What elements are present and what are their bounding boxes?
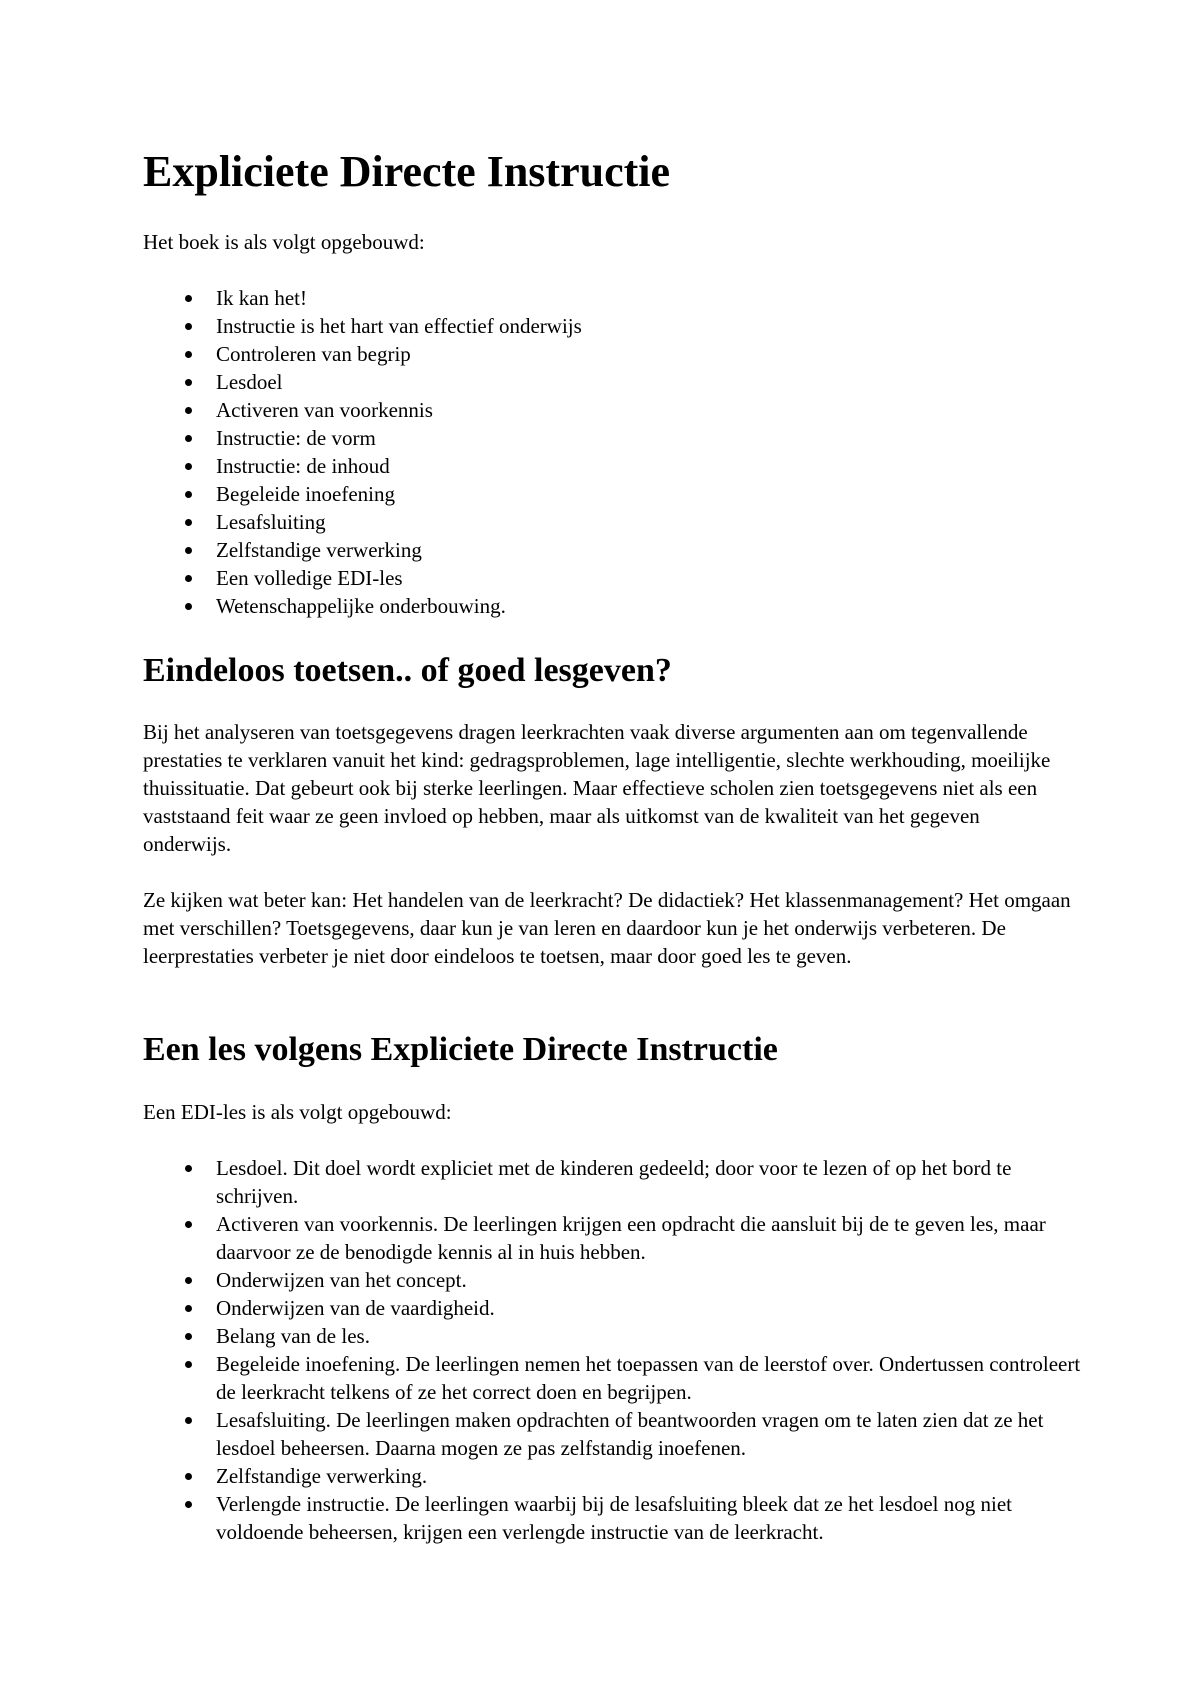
list-item-text: Zelfstandige verwerking. bbox=[216, 1464, 428, 1488]
bullet-icon bbox=[185, 1221, 192, 1228]
list-item-text: Onderwijzen van de vaardigheid. bbox=[216, 1296, 495, 1320]
list-item-text: Begeleide inoefening bbox=[216, 482, 396, 506]
list-item-text: Begeleide inoefening. De leerlingen nemen het toepassen van de leerstof over. Ondertussen controleert de leerkracht telkens of ze het correct doen en begrijpen. bbox=[216, 1352, 1081, 1404]
body-paragraph: Bij het analyseren van toetsgegevens dragen leerkrachten vaak diverse argumenten aan om tegenvallende prestaties te verklaren vanuit het kind: gedragsproblemen, lage intelligentie, slechte werkhouding, moeilijke thuissituatie. Dat gebeurt ook bij sterke leerlingen. Maar effectieve scholen zien toetsgegevens niet als een vaststaand feit waar ze geen invloed op hebben, maar als uitkomst van de kwaliteit van het gegeven onderwijs. bbox=[143, 720, 1051, 856]
list-item-text: Ik kan het! bbox=[216, 286, 307, 310]
list-item bbox=[216, 368, 1076, 396]
bullet-icon bbox=[185, 547, 192, 554]
list-item bbox=[216, 1462, 1086, 1490]
list-item bbox=[216, 1210, 1086, 1266]
list-item bbox=[216, 396, 1076, 424]
section-heading-eindeloos: Eindeloos toetsen.. of goed lesgeven? bbox=[143, 652, 672, 689]
edi-steps-list bbox=[143, 1154, 1086, 1546]
list-item-text: Activeren van voorkennis. De leerlingen krijgen een opdracht die aansluit bij de te geven les, maar daarvoor ze de benodigde kennis al in huis hebben. bbox=[216, 1212, 1046, 1264]
bullet-icon bbox=[185, 463, 192, 470]
bullet-icon bbox=[185, 1361, 192, 1368]
list-item bbox=[216, 424, 1076, 452]
list-item bbox=[216, 1294, 1086, 1322]
list-item-text: Lesafsluiting. De leerlingen maken opdrachten of beantwoorden vragen om te laten zien dat ze het lesdoel beheersen. Daarna mogen ze pas zelfstandig inoefenen. bbox=[216, 1408, 1044, 1460]
bullet-icon bbox=[185, 351, 192, 358]
page-title: Expliciete Directe Instructie bbox=[143, 147, 671, 196]
bullet-icon bbox=[185, 407, 192, 414]
list-item bbox=[216, 312, 1076, 340]
intro-paragraph: Het boek is als volgt opgebouwd: bbox=[143, 230, 425, 254]
bullet-icon bbox=[185, 323, 192, 330]
list-item-text: Wetenschappelijke onderbouwing. bbox=[216, 594, 506, 618]
bullet-icon bbox=[185, 519, 192, 526]
bullet-icon bbox=[185, 295, 192, 302]
bullet-icon bbox=[185, 1165, 192, 1172]
body-paragraph: Ze kijken wat beter kan: Het handelen van de leerkracht? De didactiek? Het klassenmanagement? Het omgaan met verschillen? Toetsgegevens, daar kun je van leren en daardoor kun je het onderwijs verbeteren. De leerprestaties verbeter je niet door eindeloos te toetsen, maar door goed les te geven. bbox=[143, 888, 1071, 968]
list-item bbox=[216, 340, 1076, 368]
list-item-text: Instructie: de inhoud bbox=[216, 454, 390, 478]
list-item-text: Instructie is het hart van effectief onderwijs bbox=[216, 314, 582, 338]
list-item bbox=[216, 480, 1076, 508]
list-item bbox=[216, 1350, 1086, 1406]
list-item-text: Lesafsluiting bbox=[216, 510, 326, 534]
bullet-icon bbox=[185, 1305, 192, 1312]
list-item-text: Lesdoel bbox=[216, 370, 283, 394]
list-item bbox=[216, 1490, 1086, 1546]
list-item-text: Verlengde instructie. De leerlingen waarbij bij de lesafsluiting bleek dat ze het lesdoel nog niet voldoende beheersen, krijgen een verlengde instructie van de leerkracht. bbox=[216, 1492, 1012, 1544]
list-item bbox=[216, 1266, 1086, 1294]
list-item bbox=[216, 452, 1076, 480]
list-item bbox=[216, 1154, 1086, 1210]
list-item-text: Een volledige EDI-les bbox=[216, 566, 403, 590]
bullet-icon bbox=[185, 575, 192, 582]
bullet-icon bbox=[185, 379, 192, 386]
bullet-icon bbox=[185, 1417, 192, 1424]
list-item-text: Controleren van begrip bbox=[216, 342, 411, 366]
list-item bbox=[216, 508, 1076, 536]
bullet-icon bbox=[185, 1333, 192, 1340]
section-intro-paragraph: Een EDI-les is als volgt opgebouwd: bbox=[143, 1100, 452, 1124]
section-heading-les: Een les volgens Expliciete Directe Instructie bbox=[143, 1031, 778, 1068]
bullet-icon bbox=[185, 603, 192, 610]
list-item-text: Instructie: de vorm bbox=[216, 426, 376, 450]
list-item bbox=[216, 1322, 1086, 1350]
list-item-text: Activeren van voorkennis bbox=[216, 398, 433, 422]
list-item bbox=[216, 1406, 1086, 1462]
list-item-text: Onderwijzen van het concept. bbox=[216, 1268, 467, 1292]
list-item-text: Belang van de les. bbox=[216, 1324, 370, 1348]
list-item-text: Zelfstandige verwerking bbox=[216, 538, 422, 562]
list-item-text: Lesdoel. Dit doel wordt expliciet met de kinderen gedeeld; door voor te lezen of op het bord te schrijven. bbox=[216, 1156, 1012, 1208]
list-item bbox=[216, 564, 1076, 592]
list-item bbox=[216, 284, 1076, 312]
bullet-icon bbox=[185, 1473, 192, 1480]
bullet-icon bbox=[185, 435, 192, 442]
bullet-icon bbox=[185, 1277, 192, 1284]
bullet-icon bbox=[185, 1501, 192, 1508]
list-item bbox=[216, 536, 1076, 564]
list-item bbox=[216, 592, 1076, 620]
toc-list bbox=[143, 284, 1076, 620]
bullet-icon bbox=[185, 491, 192, 498]
